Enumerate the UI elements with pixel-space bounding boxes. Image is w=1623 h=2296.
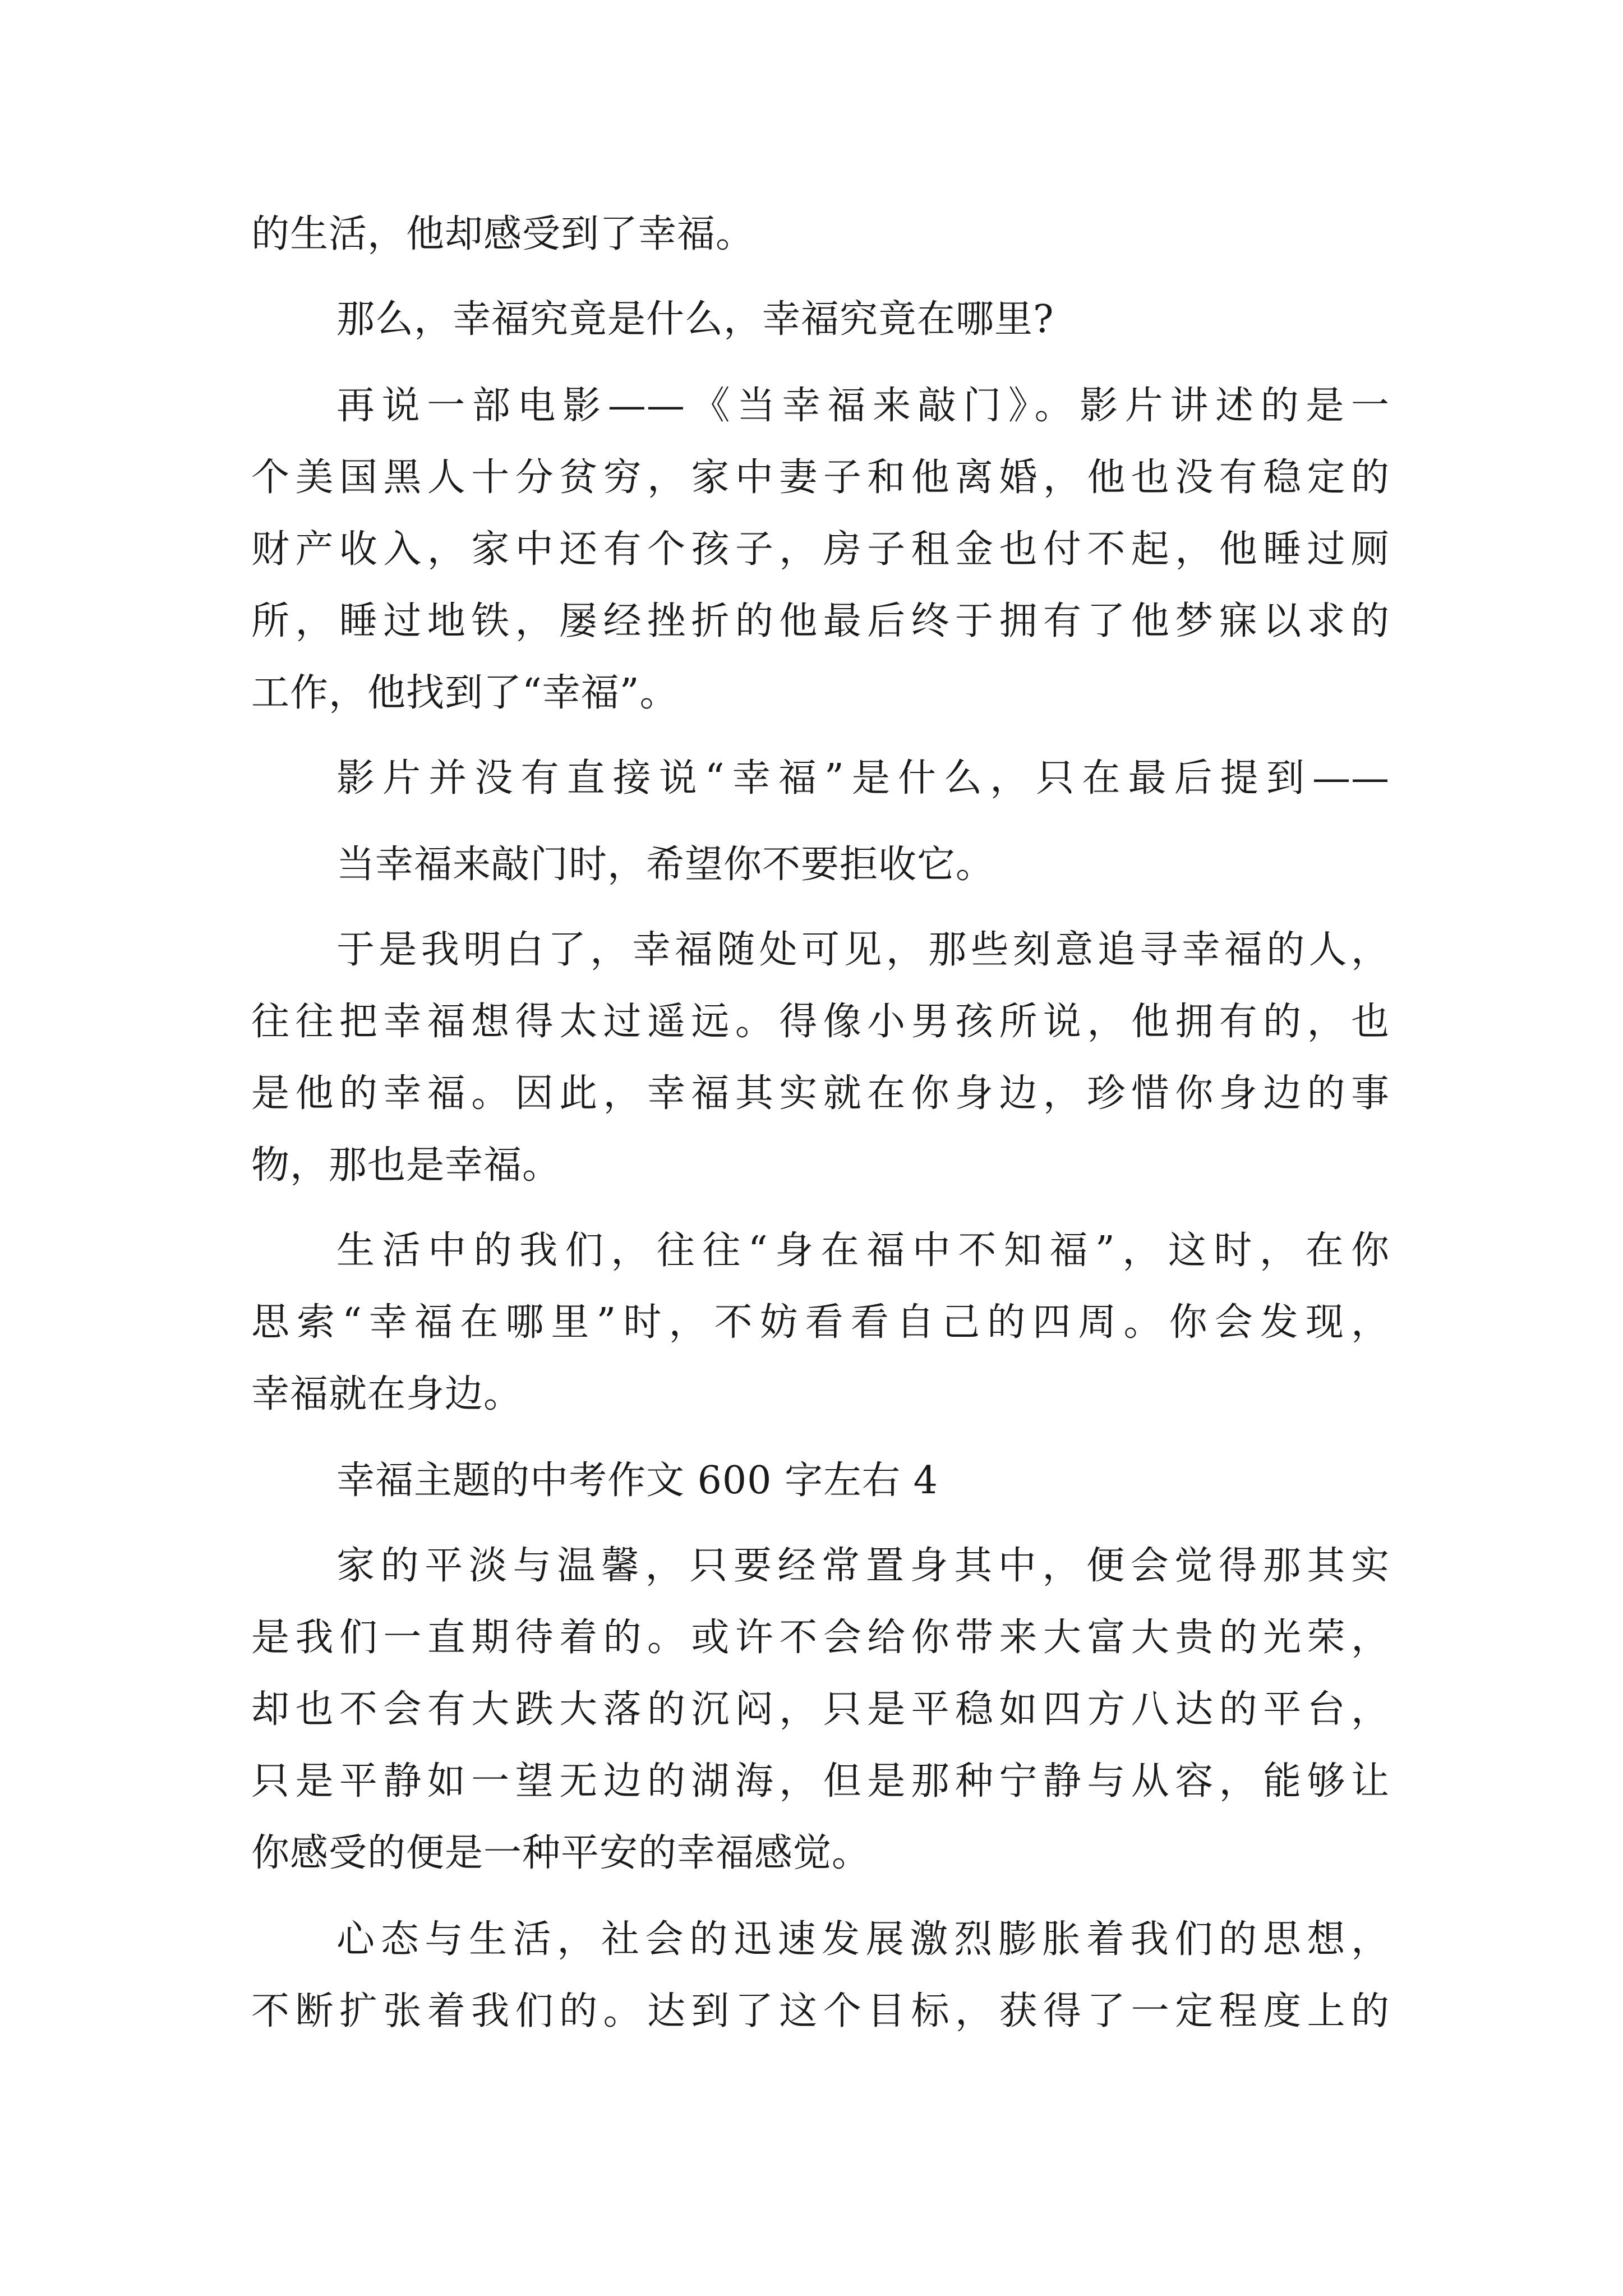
text-line: 当幸福来敲门时，希望你不要拒收它。	[336, 843, 995, 887]
text-line: 于是我明白了，幸福随处可见，那些刻意追寻幸福的人，	[336, 928, 1390, 972]
text-line: 幸福就在身边。	[251, 1372, 523, 1416]
text-line: 再说一部电影——《当幸福来敲门》。影片讲述的是一	[336, 384, 1390, 428]
text-line: 影片并没有直接说“幸福”是什么，只在最后提到——	[336, 756, 1390, 800]
section-heading: 幸福主题的中考作文 600 字左右 4	[336, 1458, 938, 1503]
text-line: 却也不会有大跌大落的沉闷，只是平稳如四方八达的平台，	[251, 1687, 1390, 1732]
text-line: 只是平静如一望无边的湖海，但是那种宁静与从容，能够让	[251, 1759, 1390, 1803]
text-line: 家的平淡与温馨，只要经常置身其中，便会觉得那其实	[336, 1544, 1390, 1588]
text-line: 物，那也是幸福。	[251, 1143, 561, 1188]
text-line: 生活中的我们，往往“身在福中不知福”，这时，在你	[336, 1228, 1390, 1273]
text-line: 思索“幸福在哪里”时，不妨看看自己的四周。你会发现，	[251, 1300, 1390, 1345]
text-line: 是我们一直期待着的。或许不会给你带来大富大贵的光荣，	[251, 1616, 1390, 1660]
text-line: 的生活，他却感受到了幸福。	[251, 212, 755, 256]
text-line: 往往把幸福想得太过遥远。得像小男孩所说，他拥有的，也	[251, 1000, 1390, 1044]
text-line: 个美国黑人十分贫穷，家中妻子和他离婚，他也没有稳定的	[251, 455, 1390, 500]
text-line: 财产收入，家中还有个孩子，房子租金也付不起，他睡过厕	[251, 527, 1390, 572]
text-line: 你感受的便是一种平安的幸福感觉。	[251, 1831, 871, 1875]
text-line: 心态与生活，社会的迅速发展激烈膨胀着我们的思想，	[336, 1917, 1390, 1962]
text-line: 工作，他找到了“幸福”。	[251, 671, 679, 715]
text-line: 那么，幸福究竟是什么，幸福究竟在哪里?	[336, 297, 1054, 342]
text-line: 是他的幸福。因此，幸福其实就在你身边，珍惜你身边的事	[251, 1071, 1390, 1116]
text-line: 所，睡过地铁，屡经挫折的他最后终于拥有了他梦寐以求的	[251, 599, 1390, 643]
text-line: 不断扩张着我们的。达到了这个目标，获得了一定程度上的	[251, 1989, 1390, 2033]
